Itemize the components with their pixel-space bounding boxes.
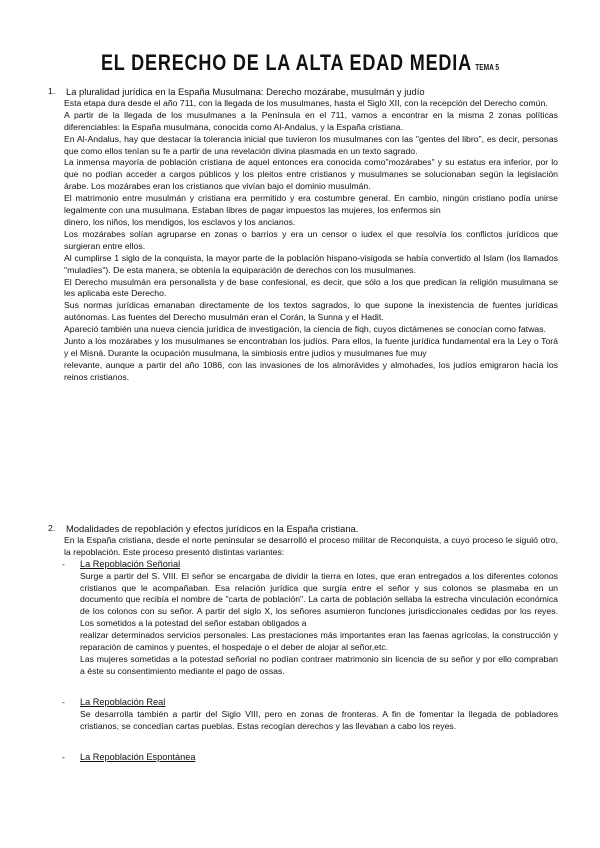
subsection-title: La Repoblación Espontánea [80,751,196,762]
section-2-title: Modalidades de repoblación y efectos jurídicos en la España cristiana. [66,523,359,534]
paragraph: La inmensa mayoría de población cristiana de aquel entonces era conocida como"mozárabes" y su estatus era inferior, por lo que no podían acceder a cargos públicos y los pleitos entre cristianos y musulmanes se solucionaban según la legislación árabe. Los mozárabes eran los cristianos que vivían bajo el dominio musulmán. [64,157,558,192]
section-1-heading [48,86,558,98]
section-1-number: 1. [48,86,56,96]
paragraph: Apareció también una nueva ciencia jurídica de investigación, la ciencia de fiqh, cuyos dictámenes se conocían como fatwas. [64,324,546,335]
section-1-title: La pluralidad jurídica en la España Musulmana: Derecho mozárabe, musulmán y judío [66,86,425,97]
document-title [54,50,546,76]
section-1 [48,86,558,384]
bullet-dash: - [62,558,65,569]
paragraph: En Al-Andalus, hay que destacar la tolerancia inicial que tuvieron los musulmanes con las "gentes del libro", es decir, personas que como ellos tenían su fe a partir de una revelación divina plasmada en un texto sagrado. [64,133,558,156]
bullet-dash: - [62,751,65,762]
section-2 [48,523,558,763]
section-2-heading [48,523,558,535]
subsection-title: La Repoblación Señorial [80,558,181,569]
subsection-title: La Repoblación Real [80,696,166,707]
title-text: EL DERECHO DE LA ALTA EDAD MEDIA [100,50,472,75]
bullet-dash: - [62,696,65,707]
paragraph: El matrimonio entre musulmán y cristiana era permitido y era costumbre general. En cambio, ningún cristiano podía unirse legalmente con una musulmana. Estaban libres de pagar impuestos las mujeres, los enfermos sin [64,193,558,216]
paragraph: A partir de la llegada de los musulmanes a la Península en el 711, vamos a encontrar en la misma 2 zonas políticas diferenciables: la España musulmana, conocida como Al-Andalus, y la España cristiana. [64,109,558,132]
paragraph: Al cumplirse 1 siglo de la conquista, la mayor parte de la población hispano-visigoda se había convertido al Islam (los llamados "muladíes"). De esta manera, se obtenía la equiparación de derechos con los musulmanes. [64,252,558,275]
paragraph: Las mujeres sometidas a la potestad señorial no podían contraer matrimonio sin licencia de su señor y por ello compraban a éste su consentimiento mediante el pago de ossas. [80,653,558,676]
section-2-number: 2. [48,523,56,533]
paragraph: Junto a los mozárabes y los musulmanes se encontraban los judíos. Para ellos, la fuente jurídica fundamental era la Ley o Torá y el Misná. Durante la ocupación musulmana, la simbiosis entre judíos y musulmanes fue muy [64,336,558,358]
paragraph: Se desarrolla también a partir del Siglo VIII, pero en zonas de fronteras. A fin de fomentar la llegada de pobladores cristianos, se concedían cartas pueblas. Estas recogían derechos y las llevaban a cabo los reyes. [80,708,558,731]
paragraph: dinero, los niños, los mendigos, los esclavos y los ancianos. [64,216,296,227]
paragraph: realizar determinados servicios personales. Las prestaciones más importantes eran las faenas agrícolas, la construcción y reparación de caminos y puentes, el hospedaje o el deber de alojar al señor,etc. [80,630,558,653]
paragraph: Surge a partir del S. VIII. El señor se encargaba de dividir la tierra en lotes, que eran entregados a los diferentes colonos cristianos que le acompañaban. Esa relación jurídica que surgía entre el señor y sus colonos se plasmaba en un documento que recibía el nombre de "carta de población". La carta de población sellaba la estrecha vinculación económica de los colonos con su señor. A partir del siglo X, los señores asumieron funciones jurisdiccionales cedidas por los reyes. Los sometidos a la potestad del señor estaban obligados a [80,570,558,629]
paragraph: En la España cristiana, desde el norte peninsular se desarrolló el proceso militar de Reconquista, a cuyo proceso le siguió otro, la repoblación. Este proceso presentó distintas variantes: [64,534,558,557]
paragraph: El Derecho musulmán era personalista y de base confesional, es decir, que sólo a los que predican la religión musulmana se les aplicaba este Derecho. [64,276,558,299]
paragraph: relevante, aunque a partir del año 1086, con las invasiones de los almorávides y almohades, los judíos emigraron hacia los reinos cristianos. [64,359,558,382]
paragraph: Sus normas jurídicas emanaban directamente de los textos sagrados, lo que supone la inexistencia de fuentes jurídicas autónomas. Las fuentes del Derecho musulmán eran el Corán, la Sunna y el Hadit. [64,300,558,323]
subsection-heading [62,559,558,571]
tema-label: TEMA 5 [475,63,500,72]
paragraph: Los mozárabes solían agruparse en zonas o barrios y era un censor o iudex el que resolvía los conflictos jurídicos que surgieran entre ellos. [64,228,558,251]
subsection-heading [62,697,558,709]
subsection-heading [62,752,558,764]
paragraph: Esta etapa dura desde el año 711, con la llegada de los musulmanes, hasta el Siglo XII, con la recepción del Derecho común. [64,97,548,108]
